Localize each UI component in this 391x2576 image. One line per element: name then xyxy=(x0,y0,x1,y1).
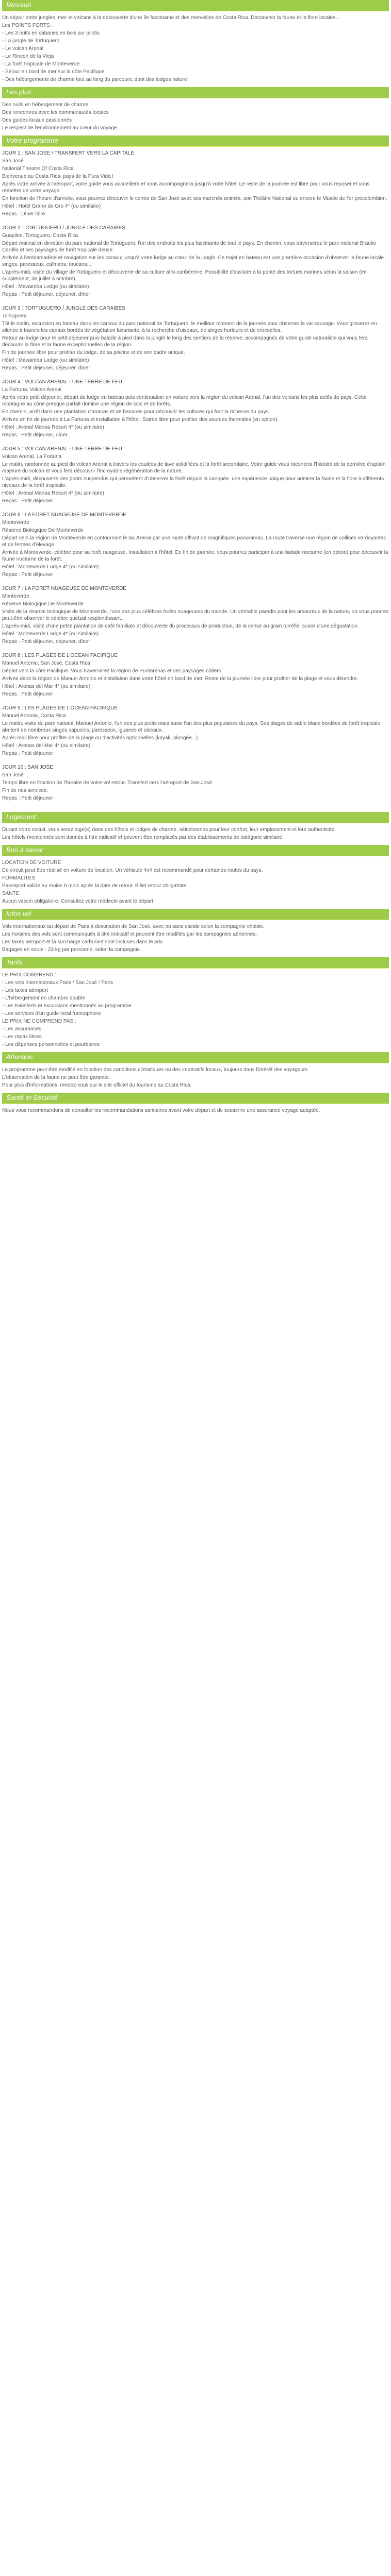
day-paragraph: Départ vers la côte Pacifique. Vous traverserez la région de Puntarenas et ses paysages côtiers. xyxy=(2,668,223,674)
day-paragraph: Repas : Petit déjeuner xyxy=(2,572,53,578)
day-paragraph: En chemin, arrêt dans une plantation d'ananas et de bananes pour découvrir les cultures qui font la richesse du pays. xyxy=(2,409,270,415)
day-paragraph: Hôtel : Arenal Manoa Resort 4* (ou similaire) xyxy=(2,425,104,430)
paragraph: - Les services d'un guide local francophone xyxy=(2,1011,102,1016)
paragraph: Le respect de l'environnement au cœur du voyage xyxy=(2,125,117,131)
day-title: JOUR 1 : SAN JOSE / TRANSFERT VERS LA CAPITALE xyxy=(2,150,135,156)
paragraph: LE PRIX COMPREND : xyxy=(2,972,57,978)
day-item xyxy=(2,305,389,371)
day-paragraph: Repas : Petit déjeuner, dîner xyxy=(2,432,68,438)
day-paragraph: Monteverde xyxy=(2,520,29,526)
day-paragraph: Arrivée en fin de journée à La Fortuna et installation à l'hôtel. Soirée libre pour profiter des sources thermales (en option). xyxy=(2,417,279,422)
paragraph: Un séjour entre jungles, mer et volcans à la découverte d'une île fascinante et des merveilles de Costa Rica. Découvrez la faune et la flore locales... xyxy=(2,15,340,21)
attention-heading: Attention xyxy=(2,1052,389,1063)
day-item xyxy=(2,150,389,217)
day-paragraph: Repas : Petit déjeuner xyxy=(2,751,53,756)
bon-section xyxy=(0,845,391,909)
paragraph: FORMALITES xyxy=(2,875,35,881)
day-paragraph: Volcan Arenal, La Fortuna xyxy=(2,454,62,460)
day-title: JOUR 2 : TORTUGUERO / JUNGLE DES CARAIBES xyxy=(2,225,125,231)
paragraph: SANTE xyxy=(2,891,20,896)
resume-text xyxy=(2,14,389,83)
day-paragraph: Réserve Biologique De Monteverde xyxy=(2,601,84,607)
day-title: JOUR 7 : LA FORET NUAGEUSE DE MONTEVERDE xyxy=(2,586,126,591)
day-paragraph: Repas : Petit déjeuner xyxy=(2,691,53,697)
paragraph: Durant votre circuit, vous serez logé(e) dans des hôtels et lodges de charme, sélectionnés pour leur confort, leur emplacement et leur authenticité. xyxy=(2,827,336,833)
day-paragraph: La Fortuna, Volcan Arenal xyxy=(2,387,62,393)
day-title: JOUR 5 : VOLCAN ARENAL - UNE TERRE DE FEU xyxy=(2,446,122,452)
day-item xyxy=(2,585,389,645)
logement-section xyxy=(0,812,391,845)
day-paragraph: L'après-midi, visite du village de Tortuguero et découverte de sa culture afro-caribéenne. Possibilité d'assister à la ponte des tortues marines selon la saison (en supplément, de juillet à octobre). xyxy=(2,269,367,282)
day-paragraph: Monteverde xyxy=(2,594,29,599)
day-paragraph: Manuel Antonio, San José, Costa Rica xyxy=(2,660,90,666)
paragraph: - Séjour en bord de mer sur la côte Pacifique xyxy=(2,69,105,75)
programme-heading: Votre programme xyxy=(2,135,389,147)
day-paragraph: Hôtel : Arenal Manoa Resort 4* (ou similaire) xyxy=(2,490,104,496)
day-paragraph: Repas : Petit déjeuner, déjeuner, dîner xyxy=(2,639,90,645)
day-paragraph: Repas : Petit déjeuner xyxy=(2,795,53,801)
day-paragraph: Après votre arrivée à l'aéroport, votre guide vous accueillera et vous accompagnera jusqu'à votre hôtel. Le reste de la journée est libre pour vous reposer et vous remettre de votre voyage. xyxy=(2,181,370,194)
day-paragraph: Fin de journée libre pour profiter du lodge, de sa piscine et de son cadre unique. xyxy=(2,350,185,355)
paragraph: Des rencontres avec les communautés locales xyxy=(2,110,109,115)
paragraph: - Les repas libres xyxy=(2,1034,42,1040)
day-paragraph: Tôt le matin, excursion en bateau dans les canaux du parc national de Tortuguero, le meilleur moment de la journée pour observer la vie sauvage. Vous glisserez en silence à travers les canaux bordés de végétation luxuriante, à la recherche d'oiseaux, de singes hurleurs et de crocodiles. xyxy=(2,321,377,333)
day-paragraph: Repas : Petit déjeuner xyxy=(2,498,53,504)
paragraph: Les POINTS FORTS : xyxy=(2,23,53,28)
day-paragraph: Départ matinal en direction du parc national de Tortuguero, l'un des endroits les plus fascinants de tout le pays. En chemin, vous traverserez le parc national Braulio Carrillo et ses paysages de forêt tropicale dense. xyxy=(2,241,376,253)
paragraph: Le programme peut être modifié en fonction des conditions climatiques ou des impératifs locaux, toujours dans l'intérêt des voyageurs. xyxy=(2,1067,309,1073)
day-paragraph: Guapiles, Tortuguero, Costa Rica xyxy=(2,233,78,239)
sante-heading: Santé et Sécurité xyxy=(2,1093,389,1104)
attention-text xyxy=(2,1066,389,1089)
day-paragraph: San José xyxy=(2,158,24,164)
paragraph: - L'hébergement en chambre double xyxy=(2,995,85,1001)
day-item xyxy=(2,446,389,504)
info-text xyxy=(2,923,389,953)
day-title: JOUR 10 : SAN JOSE xyxy=(2,765,53,770)
paragraph: Les taxes aéroport et la surcharge carburant sont incluses dans le prix. xyxy=(2,939,165,945)
day-paragraph: L'après-midi, visite d'une petite plantation de café familiale et découverte du processus de production, de la cerise au grain torréfié, suivie d'une dégustation. xyxy=(2,623,359,629)
day-title: JOUR 4 : VOLCAN ARENAL - UNE TERRE DE FEU xyxy=(2,379,122,385)
paragraph: - Les taxes aéroport xyxy=(2,988,48,993)
paragraph: Passeport valide au moins 6 mois après la date de retour. Billet retour obligatoire. xyxy=(2,883,188,889)
day-title: JOUR 9 : LES PLAGES DE L'OCEAN PACIFIQUE xyxy=(2,705,118,711)
programme-days xyxy=(2,150,389,802)
paragraph: - Les transferts et excursions mentionnés au programme xyxy=(2,1003,132,1009)
paragraph: Vols internationaux au départ de Paris à destination de San José, avec ou sans escale selon la compagnie choisie. xyxy=(2,924,265,929)
paragraph: LE PRIX NE COMPREND PAS : xyxy=(2,1019,76,1024)
paragraph: - Le Rincon de la Vieja xyxy=(2,54,54,59)
day-paragraph: Retour au lodge pour le petit déjeuner puis balade à pied dans la jungle le long des sentiers de la réserve, accompagnés de votre guide naturaliste qui vous fera découvrir la flore et la faune exceptionnelles de la région. xyxy=(2,335,368,348)
day-paragraph: Manuel Antonio, Costa Rica xyxy=(2,713,66,719)
day-paragraph: Après votre petit déjeuner, départ du lodge en bateau puis continuation en voiture vers la région du volcan Arenal, l'un des volcans les plus actifs du pays. Cette montagne au cône presque parfait domine une région de lacs et de forêts. xyxy=(2,395,367,407)
paragraph: - Les dépenses personnelles et pourboires xyxy=(2,1042,100,1047)
day-paragraph: Hôtel : Arenas del Mar 4* (ou similaire) xyxy=(2,743,91,749)
paragraph: Des nuits en hébergement de charme xyxy=(2,102,89,108)
paragraph: - Des hébergements de charme tout au long du parcours, dont des lodges nature xyxy=(2,77,187,82)
day-item xyxy=(2,764,389,802)
day-item xyxy=(2,225,389,298)
resume-section xyxy=(0,0,391,87)
paragraph: Pour plus d'informations, rendez-vous sur le site officiel du tourisme au Costa Rica. xyxy=(2,1082,192,1088)
day-item xyxy=(2,379,389,438)
day-paragraph: Visite de la réserve biologique de Monteverde, l'une des plus célèbres forêts nuageuses du monde. Un véritable paradis pour les amoureux de la nature, où vous pourrez peut-être observer le célèbre quetzal resplendissant. xyxy=(2,609,389,621)
day-item xyxy=(2,512,389,578)
day-title: JOUR 8 : LES PLAGES DE L'OCEAN PACIFIQUE xyxy=(2,653,118,658)
day-paragraph: Le matin, visite du parc national Manuel Antonio, l'un des plus petits mais aussi l'un des plus populaires du pays. Ses plages de sable blanc bordées de forêt tropicale abritent de nombreux singes capucins, paresseux, iguanes et oiseaux. xyxy=(2,721,381,733)
page xyxy=(0,0,391,1118)
paragraph: Des guides locaux passionnés xyxy=(2,117,72,123)
paragraph: Les horaires des vols sont communiqués à titre indicatif et peuvent être modifiés par les compagnies aériennes. xyxy=(2,931,257,937)
paragraph: Aucun vaccin obligatoire. Consultez votre médecin avant le départ. xyxy=(2,899,155,904)
day-paragraph: Hôtel : Mawamba Lodge (ou similaire) xyxy=(2,358,89,363)
day-paragraph: Arrivée à l'embarcadère et navigation sur les canaux jusqu'à votre lodge au cœur de la jungle. Ce trajet en bateau est une première occasion d'observer la faune locale : singes, paresseux, caïmans, toucans... xyxy=(2,255,387,267)
day-title: JOUR 6 : LA FORET NUAGEUSE DE MONTEVERDE xyxy=(2,512,126,518)
tarifs-heading: Tarifs xyxy=(2,957,389,969)
day-paragraph: Repas : Dîner libre xyxy=(2,211,45,217)
paragraph: - Les vols internationaux Paris / San José / Paris xyxy=(2,980,113,986)
paragraph: - Les 3 nuits en cabanes en bois sur pilotis xyxy=(2,30,100,36)
logement-text xyxy=(2,826,389,841)
day-paragraph: Le matin, randonnée au pied du volcan Arenal à travers les coulées de lave solidifiées et la forêt secondaire. Votre guide vous racontera l'histoire de la dernière éruption majeure du volcan et vous fera découvrir l'incroyable régénération de la nature. xyxy=(2,462,386,474)
day-paragraph: Bienvenue au Costa Rica, pays de la Pura Vida ! xyxy=(2,174,114,179)
paragraph: LOCATION DE VOITURE xyxy=(2,860,61,866)
day-paragraph: San José xyxy=(2,772,24,778)
paragraph: Nous vous recommandons de consulter les recommandations sanitaires avant votre départ et de souscrire une assurance voyage adaptée. xyxy=(2,1108,320,1113)
paragraph: L'observation de la faune ne peut être garantie. xyxy=(2,1075,110,1080)
programme-section xyxy=(0,135,391,812)
day-title: JOUR 3 : TORTUGUERO / JUNGLE DES CARAIBES xyxy=(2,306,125,311)
day-item xyxy=(2,705,389,757)
paragraph: - La forêt tropicale de Monteverde xyxy=(2,61,80,67)
tarifs-text xyxy=(2,972,389,1048)
plus-section xyxy=(0,87,391,135)
tarifs-section xyxy=(0,957,391,1052)
day-paragraph: Hôtel : Monteverde Lodge 4* (ou similaire) xyxy=(2,564,99,570)
paragraph: Ce circuit peut être réalisé en voiture de location. Un véhicule 4x4 est recommandé pour certaines routes du pays. xyxy=(2,868,263,873)
day-paragraph: Repas : Petit déjeuner, déjeuner, dîner xyxy=(2,292,90,297)
resume-heading: Résumé xyxy=(2,0,389,11)
day-paragraph: Arrivée à Monteverde, célèbre pour sa forêt nuageuse. Installation à l'hôtel. En fin de journée, vous pourrez participer à une balade nocturne (en option) pour découvrir la faune nocturne de la forêt. xyxy=(2,550,388,562)
day-paragraph: Temps libre en fonction de l'horaire de votre vol retour. Transfert vers l'aéroport de San José. xyxy=(2,780,214,786)
sante-section xyxy=(0,1093,391,1118)
day-paragraph: Tortuguero xyxy=(2,313,27,319)
day-paragraph: Hôtel : Monteverde Lodge 4* (ou similaire) xyxy=(2,631,99,637)
day-paragraph: Repas : Petit déjeuner, déjeuner, dîner xyxy=(2,365,90,371)
day-paragraph: Hôtel : Arenas del Mar 4* (ou similaire) xyxy=(2,684,91,689)
day-paragraph: Hôtel : Hotel Grano de Oro 4* (ou similaire) xyxy=(2,204,101,209)
day-paragraph: Fin de nos services. xyxy=(2,788,48,793)
info-section xyxy=(0,909,391,957)
day-item xyxy=(2,652,389,698)
plus-text xyxy=(2,101,389,131)
attention-section xyxy=(0,1052,391,1093)
day-paragraph: Hôtel : Mawamba Lodge (ou similaire) xyxy=(2,284,89,290)
day-paragraph: Réserve Biologique De Monteverde xyxy=(2,528,84,533)
bon-heading: Bon à savoir xyxy=(2,845,389,856)
day-paragraph: Après-midi libre pour profiter de la plage ou d'activités optionnelles (kayak, plongée...). xyxy=(2,735,200,741)
day-paragraph: Départ vers la région de Monteverde en contournant le lac Arenal par une route offrant de magnifiques panoramas. La route traverse une région de collines verdoyantes et de fermes d'élevage. xyxy=(2,535,386,548)
paragraph: - Le volcan Arenal xyxy=(2,46,44,52)
info-heading: Infos vol xyxy=(2,909,389,920)
sante-text xyxy=(2,1107,389,1114)
paragraph: - La jungle de Tortuguero xyxy=(2,38,60,44)
plus-heading: Les plus xyxy=(2,87,389,98)
day-paragraph: L'après-midi, découverte des ponts suspendus qui permettent d'observer la forêt depuis la canopée, une expérience unique pour admirer la faune et la flore à différents niveaux de la forêt tropicale. xyxy=(2,476,384,488)
paragraph: Les hôtels mentionnés sont donnés à titre indicatif et peuvent être remplacés par des établissements de catégorie similaire. xyxy=(2,835,284,840)
day-paragraph: Arrivée dans la région de Manuel Antonio et installation dans votre hôtel en bord de mer. Reste de la journée libre pour profiter de la plage et vous détendre. xyxy=(2,676,359,682)
logement-heading: Logement xyxy=(2,812,389,823)
paragraph: - Les assurances xyxy=(2,1026,42,1032)
day-paragraph: National Theatre Of Costa Rica xyxy=(2,166,74,172)
paragraph: Bagages en soute : 23 kg par personne, selon la compagnie. xyxy=(2,947,141,953)
bon-text xyxy=(2,859,389,905)
day-paragraph: En fonction de l'heure d'arrivée, vous pourrez découvrir le centre de San José avec ses marchés animés, son Théâtre National ou encore le Musée de l'or précolombien. xyxy=(2,196,387,201)
